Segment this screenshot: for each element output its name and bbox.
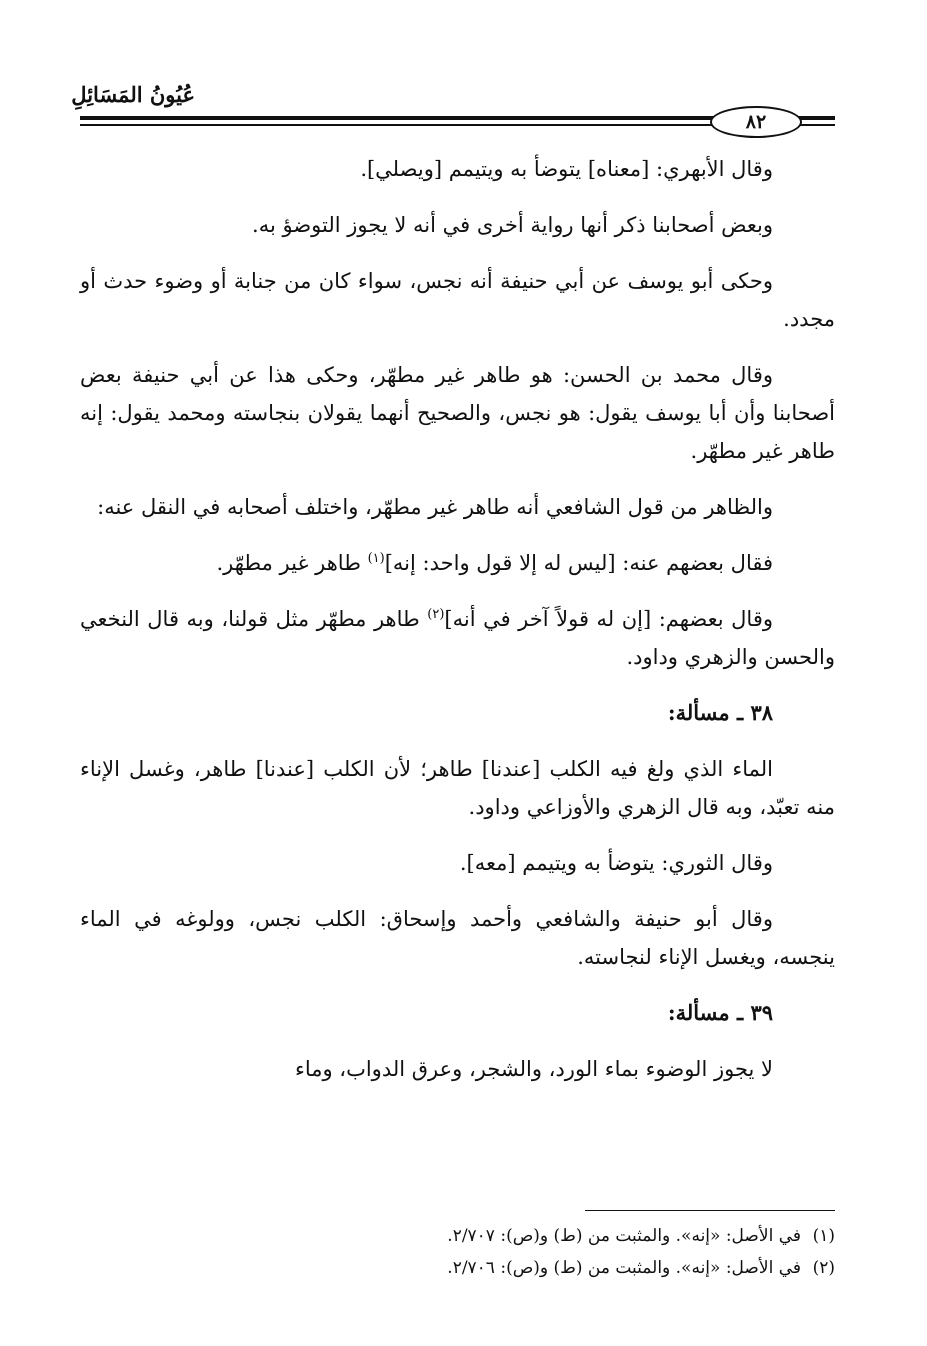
paragraph: وقال محمد بن الحسن: هو طاهر غير مطهّر، وحكى هذا عن أبي حنيفة بعض أصحابنا وأن أبا يوسف يقول: هو نجس، والصحيح أنهما يقولان بنجاسته ومحمد يقول: إنه طاهر غير مطهّر. bbox=[80, 363, 835, 463]
footnote-1 bbox=[80, 1220, 835, 1252]
footnote-2 bbox=[80, 1252, 835, 1284]
paragraph: لا يجوز الوضوء بماء الورد، والشجر، وعرق الدواب، وماء bbox=[294, 1057, 773, 1081]
paragraph: وحكى أبو يوسف عن أبي حنيفة أنه نجس، سواء كان من جنابة أو وضوء حدث أو مجدد. bbox=[80, 269, 835, 331]
paragraph: الماء الذي ولغ فيه الكلب [عندنا] طاهر؛ لأن الكلب [عندنا] طاهر، وغسل الإناء منه تعبّد، وبه قال الزهري والأوزاعي وداود. bbox=[80, 757, 835, 819]
paragraph-text: طاهر غير مطهّر. bbox=[216, 551, 368, 575]
page-header bbox=[71, 60, 835, 133]
footnote-number: (١) bbox=[812, 1226, 835, 1246]
footnotes bbox=[80, 1220, 835, 1284]
main-text bbox=[80, 150, 835, 1106]
paragraph: وقال الثوري: يتوضأ به ويتيمم [معه]. bbox=[459, 851, 773, 875]
paragraph-text: طاهر مطهّر مثل قولنا، وبه قال النخعي والحسن والزهري وداود. bbox=[80, 607, 835, 669]
paragraph-text: وقال بعضهم: [إن له قولاً آخر في أنه] bbox=[444, 607, 773, 631]
page-number: ٨٢ bbox=[710, 106, 802, 138]
paragraph-with-footnote-2 bbox=[80, 600, 835, 676]
footnote-text: في الأصل: «إنه». والمثبت من (ط) و(ص): ٢/٧٠٧. bbox=[447, 1226, 801, 1246]
footnote-ref-2[interactable]: (٢) bbox=[427, 607, 445, 622]
footnote-ref-1[interactable]: (١) bbox=[367, 551, 385, 566]
paragraph: وقال أبو حنيفة والشافعي وأحمد وإسحاق: الكلب نجس، وولوغه في الماء ينجسه، ويغسل الإناء لنجاسته. bbox=[80, 907, 835, 969]
running-title: عُيُونُ المَسَائِلِ bbox=[71, 82, 195, 107]
paragraph: وقال الأبهري: [معناه] يتوضأ به ويتيمم [ويصلي]. bbox=[360, 157, 773, 181]
footnote-separator bbox=[585, 1210, 835, 1211]
footnote-text: في الأصل: «إنه». والمثبت من (ط) و(ص): ٢/٧٠٦. bbox=[447, 1258, 801, 1278]
book-page bbox=[71, 60, 835, 1300]
paragraph-text: فقال بعضهم عنه: [ليس له إلا قول واحد: إنه] bbox=[384, 551, 773, 575]
paragraph: والظاهر من قول الشافعي أنه طاهر غير مطهّر، واختلف أصحابه في النقل عنه: bbox=[97, 495, 773, 519]
paragraph-with-footnote-1 bbox=[80, 544, 835, 582]
paragraph: وبعض أصحابنا ذكر أنها رواية أخرى في أنه لا يجوز التوضؤ به. bbox=[252, 213, 773, 237]
section-heading-39: ٣٩ ـ مسألة: bbox=[667, 1000, 773, 1025]
footnote-number: (٢) bbox=[812, 1258, 835, 1278]
section-heading-38: ٣٨ ـ مسألة: bbox=[667, 700, 773, 725]
